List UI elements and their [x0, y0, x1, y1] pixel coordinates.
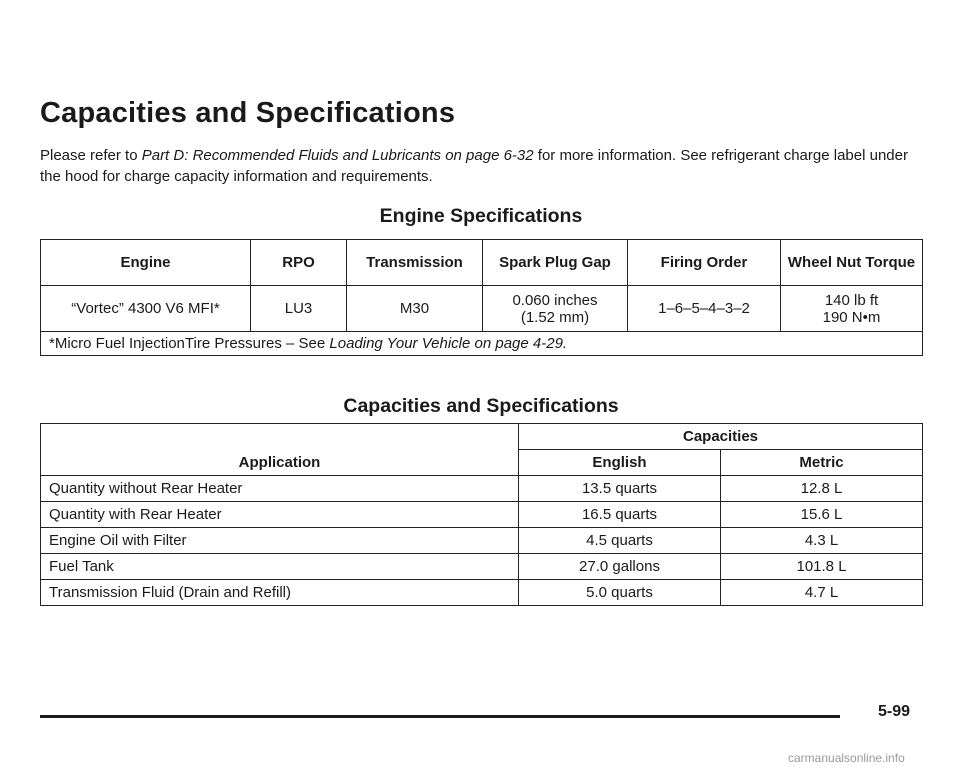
header-transmission: Transmission — [347, 240, 483, 286]
cell-english: 4.5 quarts — [519, 528, 721, 554]
engine-table-footnote-row — [41, 332, 923, 356]
intro-paragraph — [40, 145, 920, 187]
cell-wheel-nut-torque — [781, 286, 923, 332]
cell-metric: 101.8 L — [721, 554, 923, 580]
cell-english: 5.0 quarts — [519, 580, 721, 606]
cell-engine: “Vortec” 4300 V6 MFI* — [41, 286, 251, 332]
footer-divider — [40, 715, 840, 718]
cell-firing-order: 1–6–5–4–3–2 — [628, 286, 781, 332]
engine-specifications-table — [40, 239, 923, 356]
footnote-reference-link: Loading Your Vehicle on page 4-29. — [329, 335, 568, 352]
page-number: 5-99 — [878, 703, 911, 720]
cell-metric: 15.6 L — [721, 502, 923, 528]
intro-text-end: for more information. See refrigerant charge label under the hood for charge capacity information and requirements. — [40, 147, 908, 185]
header-application: Application — [41, 424, 519, 476]
table-row — [41, 476, 923, 502]
header-rpo: RPO — [251, 240, 347, 286]
cell-english: 16.5 quarts — [519, 502, 721, 528]
cell-application: Quantity with Rear Heater — [41, 502, 519, 528]
table-row — [41, 554, 923, 580]
cell-spark-plug-gap — [483, 286, 628, 332]
spark-gap-mm: (1.52 mm) — [520, 308, 590, 326]
table-row — [41, 528, 923, 554]
table-row — [41, 502, 923, 528]
header-capacities: Capacities — [519, 424, 923, 450]
header-metric: Metric — [721, 450, 923, 476]
watermark: carmanualsonline.info — [788, 751, 905, 765]
cell-metric: 12.8 L — [721, 476, 923, 502]
table-row — [41, 580, 923, 606]
header-firing-order: Firing Order — [628, 240, 781, 286]
cell-application: Quantity without Rear Heater — [41, 476, 519, 502]
footnote-text: *Micro Fuel InjectionTire Pressures – See — [49, 335, 330, 352]
capacities-title: Capacities and Specifications — [343, 395, 619, 417]
torque-lbft: 140 lb ft — [824, 291, 879, 309]
intro-text-start: Please refer to — [40, 147, 142, 164]
capacities-header-row-1 — [41, 424, 923, 450]
engine-table-header-row — [41, 240, 923, 286]
cell-metric: 4.7 L — [721, 580, 923, 606]
cell-transmission: M30 — [347, 286, 483, 332]
intro-reference-link: Part D: Recommended Fluids and Lubricants on page 6-32 — [141, 147, 534, 164]
capacities-table — [40, 423, 923, 606]
cell-application: Fuel Tank — [41, 554, 519, 580]
page-title: Capacities and Specifications — [40, 97, 456, 129]
header-spark-plug-gap: Spark Plug Gap — [483, 240, 628, 286]
header-wheel-nut-torque: Wheel Nut Torque — [781, 240, 923, 286]
engine-table-row — [41, 286, 923, 332]
cell-metric: 4.3 L — [721, 528, 923, 554]
cell-rpo: LU3 — [251, 286, 347, 332]
engine-specifications-title: Engine Specifications — [379, 205, 583, 227]
engine-footnote — [41, 332, 923, 356]
header-engine: Engine — [41, 240, 251, 286]
cell-english: 27.0 gallons — [519, 554, 721, 580]
header-english: English — [519, 450, 721, 476]
cell-application: Engine Oil with Filter — [41, 528, 519, 554]
torque-nm: 190 N•m — [822, 308, 881, 326]
cell-application: Transmission Fluid (Drain and Refill) — [41, 580, 519, 606]
cell-english: 13.5 quarts — [519, 476, 721, 502]
spark-gap-inches: 0.060 inches — [512, 291, 598, 309]
